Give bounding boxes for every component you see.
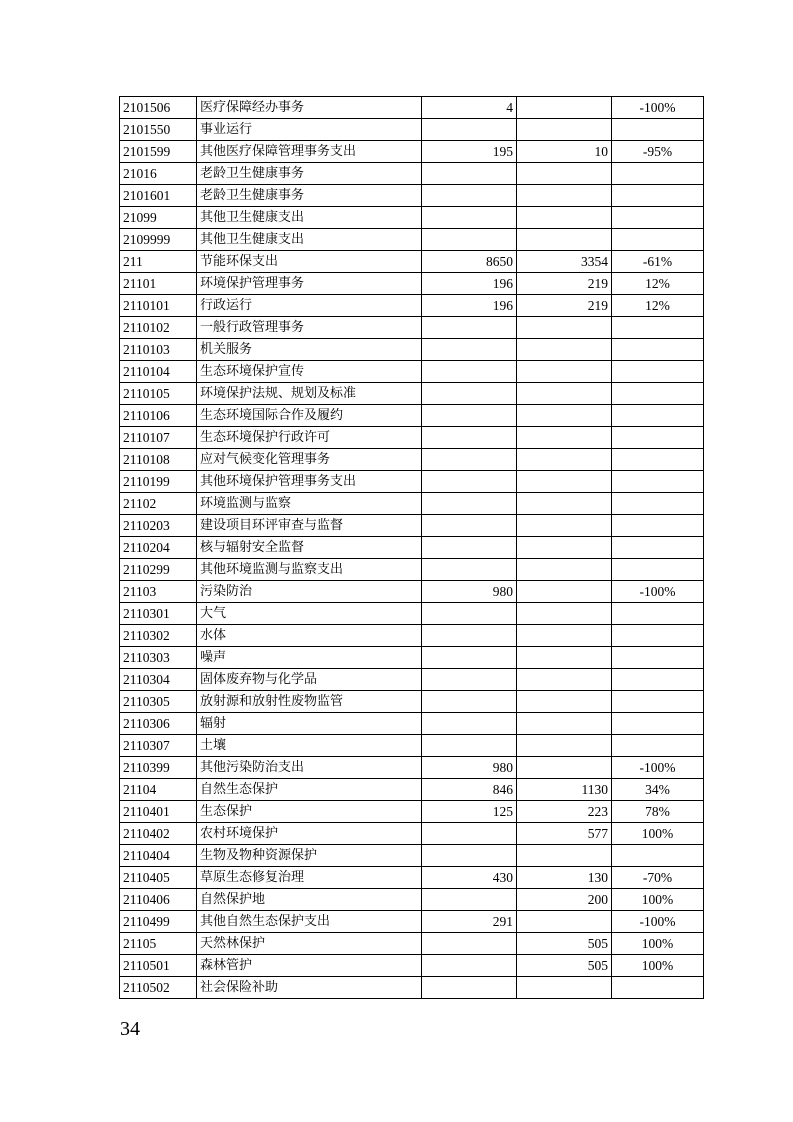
value-cell-2 (517, 911, 612, 933)
code-cell: 2109999 (120, 229, 197, 251)
value-cell-2 (517, 449, 612, 471)
value-cell-1 (422, 339, 517, 361)
value-cell-1 (422, 537, 517, 559)
code-cell: 2110302 (120, 625, 197, 647)
code-cell: 21101 (120, 273, 197, 295)
value-cell-2 (517, 119, 612, 141)
item-name-cell: 环境监测与监察 (197, 493, 422, 515)
change-percent-cell (612, 339, 704, 361)
code-cell: 2101601 (120, 185, 197, 207)
value-cell-2 (517, 427, 612, 449)
item-name-cell: 核与辐射安全监督 (197, 537, 422, 559)
value-cell-2 (517, 515, 612, 537)
table-row (120, 207, 704, 229)
item-name-cell: 其他环境保护管理事务支出 (197, 471, 422, 493)
code-cell: 21103 (120, 581, 197, 603)
item-name-cell: 天然林保护 (197, 933, 422, 955)
value-cell-2 (517, 207, 612, 229)
value-cell-1 (422, 669, 517, 691)
table-row (120, 845, 704, 867)
value-cell-1 (422, 955, 517, 977)
item-name-cell: 老龄卫生健康事务 (197, 163, 422, 185)
change-percent-cell: 12% (612, 273, 704, 295)
code-cell: 2110406 (120, 889, 197, 911)
item-name-cell: 其他医疗保障管理事务支出 (197, 141, 422, 163)
table-row (120, 559, 704, 581)
code-cell: 2110405 (120, 867, 197, 889)
change-percent-cell (612, 603, 704, 625)
code-cell: 2110301 (120, 603, 197, 625)
value-cell-2 (517, 581, 612, 603)
value-cell-1 (422, 427, 517, 449)
table-row (120, 97, 704, 119)
value-cell-2: 1130 (517, 779, 612, 801)
code-cell: 211 (120, 251, 197, 273)
value-cell-1 (422, 163, 517, 185)
change-percent-cell (612, 405, 704, 427)
code-cell: 2110307 (120, 735, 197, 757)
change-percent-cell (612, 361, 704, 383)
change-percent-cell (612, 559, 704, 581)
change-percent-cell (612, 669, 704, 691)
value-cell-1 (422, 845, 517, 867)
change-percent-cell (612, 427, 704, 449)
change-percent-cell: -100% (612, 757, 704, 779)
value-cell-1 (422, 889, 517, 911)
value-cell-2 (517, 361, 612, 383)
change-percent-cell (612, 449, 704, 471)
item-name-cell: 放射源和放射性废物监管 (197, 691, 422, 713)
change-percent-cell (612, 977, 704, 999)
code-cell: 2110203 (120, 515, 197, 537)
value-cell-1 (422, 383, 517, 405)
change-percent-cell: -95% (612, 141, 704, 163)
value-cell-2: 223 (517, 801, 612, 823)
item-name-cell: 老龄卫生健康事务 (197, 185, 422, 207)
table-row (120, 317, 704, 339)
item-name-cell: 一般行政管理事务 (197, 317, 422, 339)
value-cell-1 (422, 713, 517, 735)
value-cell-1: 195 (422, 141, 517, 163)
table-row (120, 757, 704, 779)
value-cell-2 (517, 537, 612, 559)
value-cell-1 (422, 559, 517, 581)
change-percent-cell (612, 735, 704, 757)
value-cell-1: 8650 (422, 251, 517, 273)
value-cell-2: 10 (517, 141, 612, 163)
value-cell-2 (517, 713, 612, 735)
value-cell-1 (422, 625, 517, 647)
table-row (120, 713, 704, 735)
table-row (120, 691, 704, 713)
table-row (120, 229, 704, 251)
value-cell-2 (517, 735, 612, 757)
item-name-cell: 行政运行 (197, 295, 422, 317)
item-name-cell: 其他卫生健康支出 (197, 229, 422, 251)
value-cell-1: 196 (422, 273, 517, 295)
item-name-cell: 草原生态修复治理 (197, 867, 422, 889)
value-cell-2: 130 (517, 867, 612, 889)
code-cell: 21105 (120, 933, 197, 955)
item-name-cell: 土壤 (197, 735, 422, 757)
table-row (120, 537, 704, 559)
value-cell-1 (422, 515, 517, 537)
item-name-cell: 固体废弃物与化学品 (197, 669, 422, 691)
code-cell: 2110306 (120, 713, 197, 735)
table-row (120, 867, 704, 889)
table-row (120, 801, 704, 823)
table-row (120, 339, 704, 361)
table-row (120, 933, 704, 955)
item-name-cell: 自然保护地 (197, 889, 422, 911)
item-name-cell: 环境保护管理事务 (197, 273, 422, 295)
change-percent-cell (612, 845, 704, 867)
value-cell-1: 196 (422, 295, 517, 317)
code-cell: 2101550 (120, 119, 197, 141)
code-cell: 2110107 (120, 427, 197, 449)
value-cell-1 (422, 229, 517, 251)
code-cell: 2101506 (120, 97, 197, 119)
value-cell-1: 291 (422, 911, 517, 933)
item-name-cell: 其他污染防治支出 (197, 757, 422, 779)
value-cell-1 (422, 361, 517, 383)
code-cell: 2110199 (120, 471, 197, 493)
change-percent-cell (612, 691, 704, 713)
change-percent-cell (612, 229, 704, 251)
value-cell-1 (422, 119, 517, 141)
change-percent-cell: -100% (612, 581, 704, 603)
value-cell-2 (517, 669, 612, 691)
item-name-cell: 噪声 (197, 647, 422, 669)
code-cell: 2110104 (120, 361, 197, 383)
change-percent-cell: -61% (612, 251, 704, 273)
change-percent-cell (612, 471, 704, 493)
value-cell-1 (422, 691, 517, 713)
value-cell-1 (422, 735, 517, 757)
change-percent-cell (612, 515, 704, 537)
code-cell: 2110304 (120, 669, 197, 691)
table-row (120, 427, 704, 449)
value-cell-2: 200 (517, 889, 612, 911)
value-cell-1 (422, 647, 517, 669)
table-row (120, 383, 704, 405)
value-cell-1 (422, 449, 517, 471)
table-row (120, 141, 704, 163)
table-row (120, 251, 704, 273)
change-percent-cell (612, 383, 704, 405)
item-name-cell: 社会保险补助 (197, 977, 422, 999)
page-number: 34 (120, 1018, 140, 1040)
value-cell-2 (517, 603, 612, 625)
value-cell-1: 846 (422, 779, 517, 801)
change-percent-cell: 100% (612, 823, 704, 845)
table-row (120, 669, 704, 691)
table-row (120, 779, 704, 801)
item-name-cell: 生态环境保护行政许可 (197, 427, 422, 449)
code-cell: 2110108 (120, 449, 197, 471)
change-percent-cell (612, 625, 704, 647)
code-cell: 21102 (120, 493, 197, 515)
value-cell-1 (422, 603, 517, 625)
code-cell: 2110305 (120, 691, 197, 713)
code-cell: 2110106 (120, 405, 197, 427)
value-cell-1 (422, 933, 517, 955)
change-percent-cell: 78% (612, 801, 704, 823)
change-percent-cell: 34% (612, 779, 704, 801)
table-row (120, 823, 704, 845)
item-name-cell: 环境保护法规、规划及标准 (197, 383, 422, 405)
value-cell-2 (517, 757, 612, 779)
table-row (120, 515, 704, 537)
change-percent-cell (612, 185, 704, 207)
table-row (120, 163, 704, 185)
code-cell: 2110103 (120, 339, 197, 361)
change-percent-cell (612, 119, 704, 141)
value-cell-2: 3354 (517, 251, 612, 273)
table-row (120, 603, 704, 625)
value-cell-1: 980 (422, 581, 517, 603)
table-row (120, 471, 704, 493)
code-cell: 2110303 (120, 647, 197, 669)
item-name-cell: 建设项目环评审查与监督 (197, 515, 422, 537)
table-row (120, 295, 704, 317)
value-cell-2 (517, 163, 612, 185)
change-percent-cell: 100% (612, 933, 704, 955)
value-cell-2: 505 (517, 933, 612, 955)
value-cell-1: 430 (422, 867, 517, 889)
item-name-cell: 生态环境保护宣传 (197, 361, 422, 383)
code-cell: 21099 (120, 207, 197, 229)
value-cell-2 (517, 647, 612, 669)
item-name-cell: 其他卫生健康支出 (197, 207, 422, 229)
item-name-cell: 辐射 (197, 713, 422, 735)
code-cell: 2110299 (120, 559, 197, 581)
code-cell: 2110401 (120, 801, 197, 823)
item-name-cell: 医疗保障经办事务 (197, 97, 422, 119)
code-cell: 2110204 (120, 537, 197, 559)
value-cell-2 (517, 97, 612, 119)
item-name-cell: 农村环境保护 (197, 823, 422, 845)
table-row (120, 119, 704, 141)
value-cell-2: 219 (517, 273, 612, 295)
value-cell-2 (517, 493, 612, 515)
value-cell-1 (422, 185, 517, 207)
change-percent-cell: 12% (612, 295, 704, 317)
table-row (120, 735, 704, 757)
table-row (120, 405, 704, 427)
item-name-cell: 森林管护 (197, 955, 422, 977)
change-percent-cell (612, 647, 704, 669)
value-cell-1 (422, 405, 517, 427)
code-cell: 21016 (120, 163, 197, 185)
change-percent-cell (612, 537, 704, 559)
change-percent-cell: -70% (612, 867, 704, 889)
change-percent-cell (612, 493, 704, 515)
code-cell: 2110404 (120, 845, 197, 867)
code-cell: 2110502 (120, 977, 197, 999)
item-name-cell: 生态环境国际合作及履约 (197, 405, 422, 427)
value-cell-1 (422, 977, 517, 999)
value-cell-1 (422, 471, 517, 493)
code-cell: 2110105 (120, 383, 197, 405)
item-name-cell: 生态保护 (197, 801, 422, 823)
value-cell-1: 980 (422, 757, 517, 779)
code-cell: 2110501 (120, 955, 197, 977)
item-name-cell: 自然生态保护 (197, 779, 422, 801)
code-cell: 2110101 (120, 295, 197, 317)
change-percent-cell: -100% (612, 97, 704, 119)
table-row (120, 361, 704, 383)
code-cell: 2101599 (120, 141, 197, 163)
item-name-cell: 节能环保支出 (197, 251, 422, 273)
value-cell-2 (517, 229, 612, 251)
value-cell-2 (517, 471, 612, 493)
value-cell-1: 125 (422, 801, 517, 823)
value-cell-1: 4 (422, 97, 517, 119)
change-percent-cell: -100% (612, 911, 704, 933)
value-cell-2 (517, 383, 612, 405)
item-name-cell: 应对气候变化管理事务 (197, 449, 422, 471)
item-name-cell: 机关服务 (197, 339, 422, 361)
value-cell-2 (517, 405, 612, 427)
value-cell-2: 505 (517, 955, 612, 977)
value-cell-1 (422, 823, 517, 845)
table-row (120, 955, 704, 977)
code-cell: 2110102 (120, 317, 197, 339)
value-cell-2 (517, 845, 612, 867)
value-cell-2 (517, 339, 612, 361)
code-cell: 21104 (120, 779, 197, 801)
value-cell-2 (517, 559, 612, 581)
value-cell-2: 219 (517, 295, 612, 317)
table-row (120, 625, 704, 647)
change-percent-cell (612, 163, 704, 185)
item-name-cell: 其他环境监测与监察支出 (197, 559, 422, 581)
table-row (120, 449, 704, 471)
change-percent-cell: 100% (612, 955, 704, 977)
value-cell-1 (422, 317, 517, 339)
table-row (120, 889, 704, 911)
value-cell-2 (517, 977, 612, 999)
value-cell-1 (422, 207, 517, 229)
code-cell: 2110499 (120, 911, 197, 933)
change-percent-cell (612, 207, 704, 229)
code-cell: 2110399 (120, 757, 197, 779)
budget-table-body (120, 97, 704, 999)
change-percent-cell: 100% (612, 889, 704, 911)
item-name-cell: 大气 (197, 603, 422, 625)
budget-table (119, 96, 704, 999)
item-name-cell: 污染防治 (197, 581, 422, 603)
table-row (120, 581, 704, 603)
value-cell-2 (517, 625, 612, 647)
value-cell-1 (422, 493, 517, 515)
value-cell-2 (517, 185, 612, 207)
item-name-cell: 其他自然生态保护支出 (197, 911, 422, 933)
table-row (120, 493, 704, 515)
item-name-cell: 水体 (197, 625, 422, 647)
table-row (120, 911, 704, 933)
item-name-cell: 生物及物种资源保护 (197, 845, 422, 867)
value-cell-2: 577 (517, 823, 612, 845)
change-percent-cell (612, 317, 704, 339)
table-row (120, 977, 704, 999)
table-row (120, 647, 704, 669)
change-percent-cell (612, 713, 704, 735)
value-cell-2 (517, 691, 612, 713)
table-row (120, 273, 704, 295)
item-name-cell: 事业运行 (197, 119, 422, 141)
value-cell-2 (517, 317, 612, 339)
table-row (120, 185, 704, 207)
code-cell: 2110402 (120, 823, 197, 845)
